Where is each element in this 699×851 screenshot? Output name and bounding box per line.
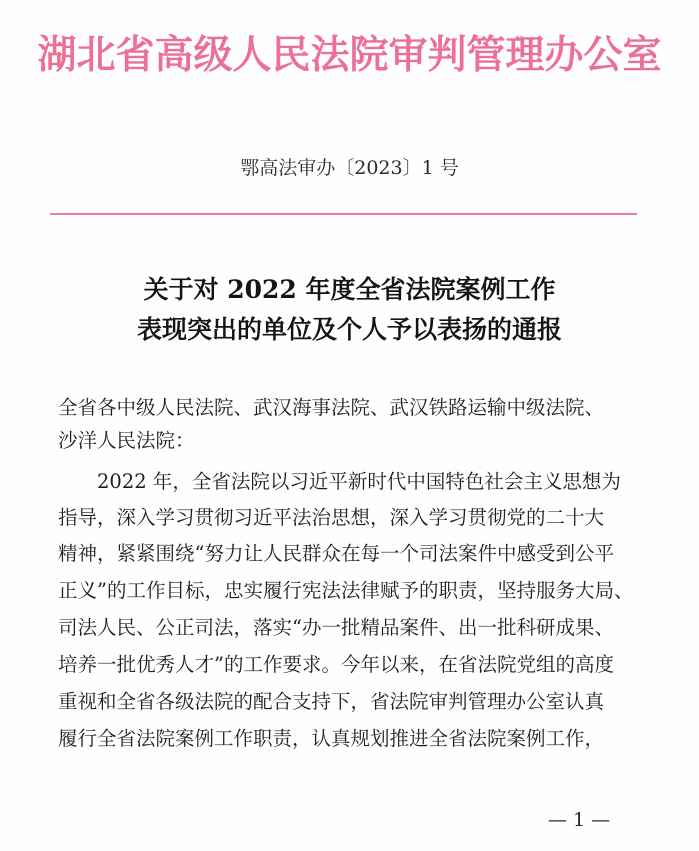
body-line: 重视和全省各级法院的配合支持下，省法院审判管理办公室认真 — [58, 690, 605, 713]
body-line: 司法人民、公正司法，落实“办一批精品案件、出一批科研成果、 — [58, 616, 614, 639]
page-number: — 1 — — [548, 809, 611, 831]
red-divider-line — [50, 213, 637, 215]
document-title-line-2: 表现突出的单位及个人予以表扬的通报 — [136, 315, 562, 344]
body-line-addressee-2: 沙洋人民法院： — [58, 429, 195, 452]
body-line: 2022 年，全省法院以习近平新时代中国特色社会主义思想为 — [97, 470, 621, 493]
body-line-addressee-1: 全省各中级人民法院、武汉海事法院、武汉铁路运输中级法院、 — [58, 396, 605, 419]
body-line: 正义”的工作目标，忠实履行宪法法律赋予的职责，坚持服务大局、 — [58, 579, 634, 602]
issuer-header: 湖北省高级人民法院审判管理办公室 — [37, 32, 662, 78]
body-line: 履行全省法院案例工作职责，认真规划推进全省法院案例工作， — [58, 727, 605, 750]
document-number: 鄂高法审办〔2023〕1 号 — [240, 157, 459, 179]
document-title-line-1: 关于对 2022 年度全省法院案例工作 — [143, 275, 556, 304]
body-line: 指导，深入学习贯彻习近平法治思想，深入学习贯彻党的二十大 — [58, 506, 605, 529]
body-line: 精神，紧紧围绕“努力让人民群众在每一个司法案件中感受到公平 — [58, 542, 614, 565]
body-line: 培养一批优秀人才”的工作要求。今年以来，在省法院党组的高度 — [58, 653, 614, 676]
